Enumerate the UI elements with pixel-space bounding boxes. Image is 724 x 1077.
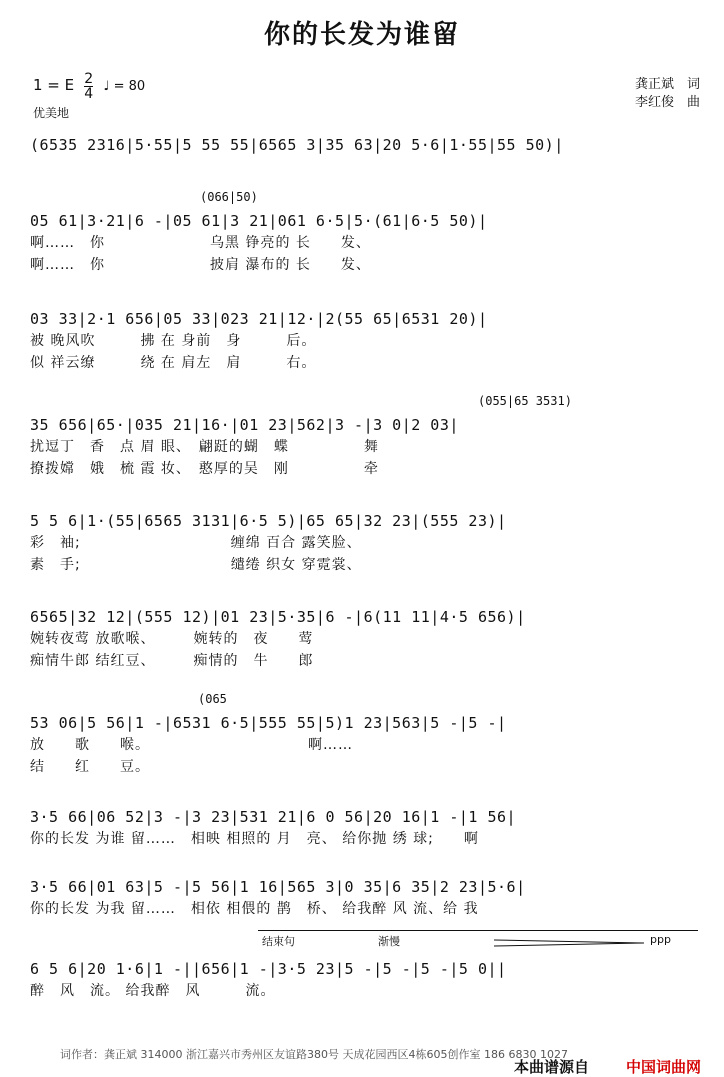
score-system-10 [30,958,706,1002]
notation-line: 5 5 6|1·(55|6565 3131|6·5 5)|65 65|32 23|(555 23)| [30,512,507,530]
score-system-3 [30,308,706,374]
ritardando-label: 渐慢 [378,935,400,948]
lyric-verse-2: 似 祥云缭 绕 在 肩左 肩 右。 [30,355,317,371]
expression-marking: 优美地 [33,106,70,120]
lyric-verse-2: 素 手; 缱绻 织女 穿霓裳、 [30,557,362,573]
score-system-6 [30,606,706,672]
notation-line: 3·5 66|01 63|5 -|5 56|1 16|565 3|0 35|6 35|2 23|5·6| [30,878,526,896]
ending-label: 结束句 [262,935,295,948]
score-system-2 [30,190,706,276]
notation-line: 35 656|65·|035 21|16·|01 23|562|3 -|3 0|2 03| [30,416,459,434]
author-address: 词作者：龚正斌 314000 浙江嘉兴市秀州区友谊路380号 天成花园西区4栋605创作室 186 6830 1027 [60,1048,568,1061]
decrescendo-hairpin [494,938,644,948]
lyric-verse-1: 醉 风 流。 给我醉 风 流。 [30,983,276,999]
credits [635,76,700,112]
lyric-verse-1: 扰逗丁 香 点 眉 眼、 翩跹的蝴 蝶 舞 [30,439,379,455]
notation-line: 03 33|2·1 656|05 33|023 21|12·|2(55 65|6531 20)| [30,310,488,328]
lyric-verse-1: 啊…… 你 乌黑 铮亮的 长 发、 [30,235,371,251]
score-system-5 [30,510,706,576]
notation-line: (6535 2316|5·55|5 55 55|6565 3|35 63|20 5·6|1·55|55 50)| [30,136,564,154]
notation-line: 05 61|3·21|6 -|05 61|3 21|061 6·5|5·(61|6·5 50)| [30,212,488,230]
lyric-verse-2: 结 红 豆。 [30,759,150,775]
site-logo-text: 中国词曲网 [626,1058,702,1076]
alt-notation: (065 [198,692,227,706]
lyric-verse-1: 婉转夜莺 放歌喉、 婉转的 夜 莺 [30,631,314,647]
notation-line: 6 5 6|20 1·6|1 -||656|1 -|3·5 23|5 -|5 -|5 -|5 0|| [30,960,507,978]
score-system-7 [30,692,706,778]
score-system-9 [30,876,706,920]
notation-line: 3·5 66|06 52|3 -|3 23|531 21|6 0 56|20 16|1 -|1 56| [30,808,517,826]
notation-line: 6565|32 12|(555 12)|01 23|5·35|6 -|6(11 11|4·5 656)| [30,608,526,626]
lyric-verse-2: 痴情牛郎 结红豆、 痴情的 牛 郎 [30,653,314,669]
lyric-verse-2: 撩拨嫦 娥 梳 霞 妆、 憨厚的吴 刚 牵 [30,461,379,477]
score-system-8 [30,806,706,850]
dynamic-marking: ppp [650,933,671,946]
alt-notation: (055|65 3531) [478,394,572,408]
time-numerator: 2 [84,71,94,87]
lyric-verse-1: 你的长发 为我 留…… 相依 相偎的 鹊 桥、 给我醉 风 流、给 我 [30,901,479,917]
lyric-verse-1: 你的长发 为谁 留…… 相映 相照的 月 亮、 给你抛 绣 球; 啊 [30,831,479,847]
time-denominator: 4 [84,86,94,102]
footer [0,1040,724,1075]
time-signature [84,72,93,101]
score-system-1 [30,134,706,156]
lyric-verse-1: 放 歌 喉。 啊…… [30,737,353,753]
key-signature: 1 = E [33,76,75,94]
lyric-verse-1: 被 晚风吹 拂 在 身前 身 后。 [30,333,317,349]
score-system-4 [30,394,706,480]
key-time-tempo [33,72,145,101]
alt-notation: (066|50) [200,190,258,204]
notation-line: 53 06|5 56|1 -|6531 6·5|555 55|5)1 23|563|5 -|5 -| [30,714,507,732]
composer: 李红俊 曲 [634,95,700,110]
lyric-verse-1: 彩 袖; 缠绵 百合 露笑脸、 [30,535,362,551]
lyricist: 龚正斌 词 [634,77,700,92]
lyric-verse-2: 啊…… 你 披肩 瀑布的 长 发、 [30,257,371,273]
source-label: 本曲谱源自 [514,1058,590,1076]
tempo-marking: ♩ = 80 [103,79,146,94]
song-title: 你的长发为谁留 [263,20,460,50]
